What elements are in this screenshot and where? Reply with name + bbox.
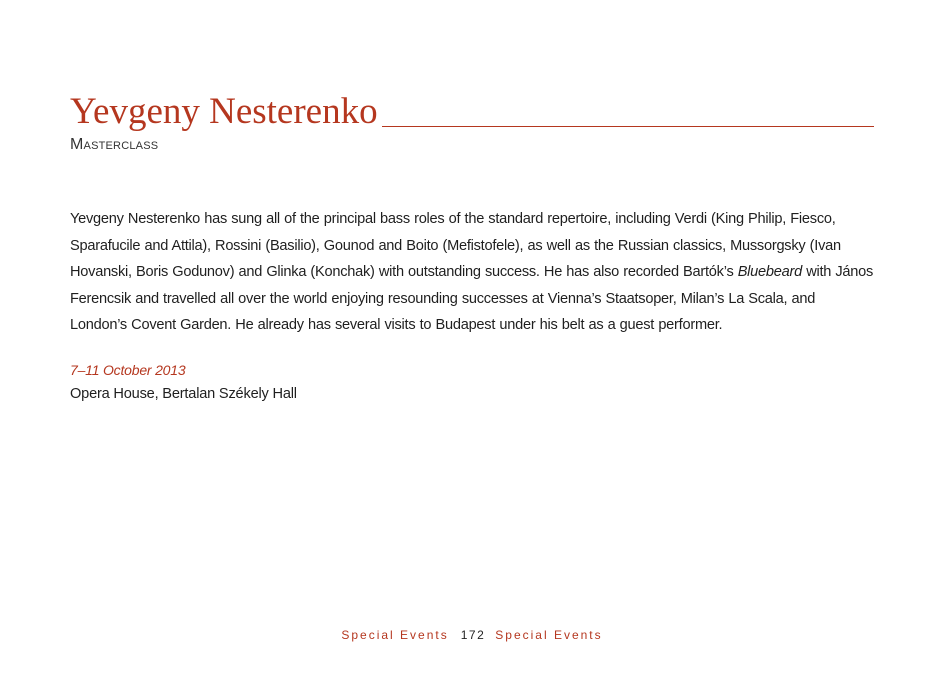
title-rule bbox=[382, 126, 874, 127]
event-venue: Opera House, Bertalan Székely Hall bbox=[70, 386, 297, 402]
title-row bbox=[70, 92, 874, 132]
page-subtitle: Masterclass bbox=[70, 136, 159, 153]
event-date: 7–11 October 2013 bbox=[70, 362, 186, 378]
footer-section-left: Special Events bbox=[341, 628, 449, 642]
description-work-title: Bluebeard bbox=[737, 264, 802, 280]
page-title: Yevgeny Nesterenko bbox=[70, 91, 378, 132]
footer-section-right: Special Events bbox=[495, 628, 603, 642]
page-footer bbox=[0, 628, 944, 642]
description-text-part-1: Yevgeny Nesterenko has sung all of the principal bass roles of the standard repertoire, including Verdi (King Philip, Fiesco, Sparafucile and Attila), Rossini (Basilio), Gounod and Boito (Mefistofele), as well as the Russian classics, Mussorgsky (Ivan Hovanski, Boris Godunov) and Glinka (Konchak) with outstanding success. He has also recorded Bartók’s bbox=[70, 211, 841, 280]
description-paragraph bbox=[70, 206, 874, 339]
description-text-part-2: with János Ferencsik and travelled all over the world enjoying resounding successes at Vienna’s Staatsoper, Milan’s La Scala, and London’s Covent Garden. He already has several visits to Budapest under his belt as a guest performer. bbox=[70, 264, 874, 333]
page-number: 172 bbox=[460, 628, 486, 642]
